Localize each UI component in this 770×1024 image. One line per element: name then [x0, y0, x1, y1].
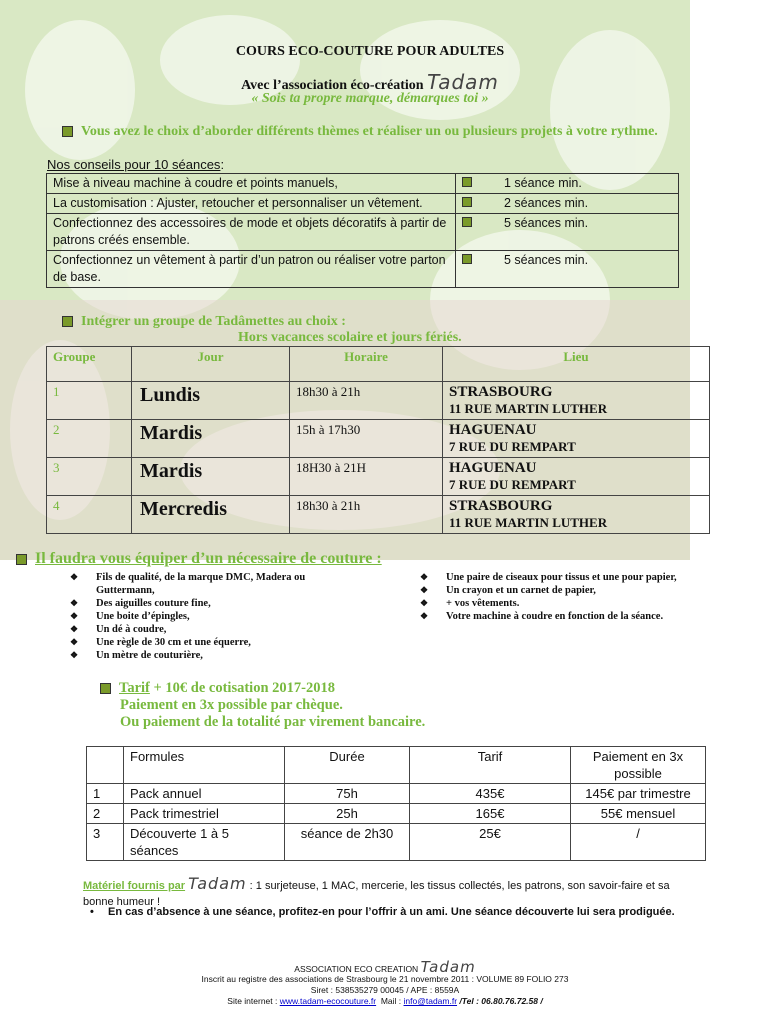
column-header: Groupe [47, 347, 132, 382]
equipment-title [16, 550, 382, 568]
groups-title [62, 314, 346, 330]
material-label: Matériel fournis par [83, 880, 186, 892]
sessions-table [46, 173, 679, 288]
tarif-line3: Ou paiement de la totalité par virement bancaire. [120, 714, 426, 730]
groups-table [46, 346, 710, 534]
equipment-title-text: Il faudra vous équiper d’un nécessaire de couture : [35, 550, 382, 567]
equipment-list-left [66, 571, 366, 662]
list-item: ❖ Un mètre de couturière, [66, 649, 366, 662]
table-row [47, 174, 679, 194]
tadam-logo: Tadam [427, 70, 499, 94]
group-number: 4 [47, 496, 132, 534]
advice-suffix: : [220, 157, 225, 172]
square-bullet-icon [100, 683, 111, 694]
list-item: ❖ Fils de qualité, de la marque DMC, Madera ou Guttermann, [66, 571, 366, 597]
footer-name: ASSOCIATION ECO CREATION [294, 964, 419, 974]
absence-text: En cas d’absence à une séance, profitez-en pour l’offrir à un ami. Une séance découverte lui sera prodiguée. [108, 906, 675, 918]
list-item: ❖ Un dé à coudre, [66, 623, 366, 636]
session-count [456, 251, 679, 288]
pricing-cell: 165€ [410, 804, 571, 824]
equipment-list-right [416, 571, 700, 623]
pricing-cell: 75h [285, 784, 410, 804]
pricing-cell: 25h [285, 804, 410, 824]
square-bullet-icon [16, 554, 27, 565]
group-place [443, 420, 710, 458]
intro-text: Vous avez le choix d’aborder différents thèmes et réaliser un ou plusieurs projets à votre rythme. [81, 124, 658, 139]
group-time: 18h30 à 21h [290, 496, 443, 534]
tarif-section [100, 680, 425, 731]
phone-text: /Tel : 06.80.76.72.58 / [457, 996, 543, 1006]
pricing-cell: / [571, 824, 706, 861]
group-address: 7 RUE DU REMPART [449, 477, 576, 492]
column-header: Horaire [290, 347, 443, 382]
column-header: Tarif [410, 747, 571, 784]
column-header [87, 747, 124, 784]
table-row [47, 251, 679, 288]
pricing-cell: 3 [87, 824, 124, 861]
column-header: Paiement en 3x possible [571, 747, 706, 784]
group-number: 2 [47, 420, 132, 458]
advice-heading [47, 157, 224, 172]
table-row [47, 420, 710, 458]
group-place [443, 458, 710, 496]
site-label: Site internet : [227, 996, 280, 1006]
list-item: ❖ Une boite d’épingles, [66, 610, 366, 623]
table-header-row [47, 347, 710, 382]
pricing-cell: 55€ mensuel [571, 804, 706, 824]
list-item: ❖ + vos vêtements. [416, 597, 700, 610]
material-text: : 1 surjeteuse, 1 MAC, mercerie, les tissus collectés, les patrons, son savoir-faire et sa bonne humeur ! [83, 880, 670, 908]
table-row [47, 458, 710, 496]
tadam-logo: Tadam [420, 958, 476, 976]
pricing-cell: 435€ [410, 784, 571, 804]
mail-label: Mail : [376, 996, 404, 1006]
session-desc: Confectionnez un vêtement à partir d’un patron ou réaliser votre parton de base. [47, 251, 456, 288]
group-city: STRASBOURG [449, 384, 553, 400]
intro-paragraph [62, 123, 702, 140]
tadam-logo: Tadam [188, 874, 247, 893]
pricing-cell: Pack trimestriel [124, 804, 285, 824]
pricing-cell: 25€ [410, 824, 571, 861]
pricing-table [86, 746, 706, 861]
square-bullet-icon [62, 126, 73, 137]
group-day: Mercredis [132, 496, 290, 534]
square-bullet-icon [462, 217, 472, 227]
advice-label: Nos conseils pour 10 séances [47, 157, 221, 172]
square-bullet-icon [462, 197, 472, 207]
slogan: « Sois ta propre marque, démarques toi » [251, 91, 489, 106]
group-address: 11 RUE MARTIN LUTHER [449, 515, 608, 530]
footer-registry: Inscrit au registre des associations de Strasbourg le 21 novembre 2011 : VOLUME 89 FOLIO 273 [201, 974, 569, 984]
table-row [47, 496, 710, 534]
table-row [47, 214, 679, 251]
groups-subtitle: Hors vacances scolaire et jours fériés. [238, 330, 462, 345]
page-title: COURS ECO-COUTURE POUR ADULTES [235, 44, 505, 59]
list-item: ❖ Un crayon et un carnet de papier, [416, 584, 700, 597]
pricing-cell: 2 [87, 804, 124, 824]
list-item: ❖ Des aiguilles couture fine, [66, 597, 366, 610]
group-time: 15h à 17h30 [290, 420, 443, 458]
group-place [443, 382, 710, 420]
session-count [456, 194, 679, 214]
table-header-row [87, 747, 706, 784]
tarif-label: Tarif [119, 680, 150, 696]
group-day: Lundis [132, 382, 290, 420]
table-row [87, 804, 706, 824]
tarif-line1 [100, 680, 425, 697]
column-header: Lieu [443, 347, 710, 382]
session-desc: Mise à niveau machine à coudre et points manuels, [47, 174, 456, 194]
table-row [47, 382, 710, 420]
column-header: Jour [132, 347, 290, 382]
square-bullet-icon [62, 316, 73, 327]
absence-note [90, 905, 708, 919]
session-count-text: 1 séance min. [504, 176, 582, 190]
list-item: ❖ Une paire de ciseaux pour tissus et une pour papier, [416, 571, 700, 584]
association-text: Avec l’association éco-création [241, 78, 424, 93]
session-count-text: 5 séances min. [504, 253, 589, 267]
group-city: HAGUENAU [449, 422, 537, 438]
pricing-cell: 1 [87, 784, 124, 804]
tarif-line2: Paiement en 3x possible par chèque. [120, 697, 343, 713]
group-time: 18H30 à 21H [290, 458, 443, 496]
group-day: Mardis [132, 420, 290, 458]
tarif-line1-text: + 10€ de cotisation 2017-2018 [149, 680, 335, 696]
group-address: 11 RUE MARTIN LUTHER [449, 401, 608, 416]
email-link[interactable]: info@tadam.fr [403, 996, 458, 1006]
group-address: 7 RUE DU REMPART [449, 439, 576, 454]
group-place [443, 496, 710, 534]
table-row [87, 784, 706, 804]
group-number: 3 [47, 458, 132, 496]
square-bullet-icon [462, 177, 472, 187]
groups-title-text: Intégrer un groupe de Tadâmettes au choix : [81, 314, 346, 329]
table-row [47, 194, 679, 214]
pricing-cell: 145€ par trimestre [571, 784, 706, 804]
table-row [87, 824, 706, 861]
list-item: ❖ Une règle de 30 cm et une équerre, [66, 636, 366, 649]
session-desc: Confectionnez des accessoires de mode et objets décoratifs à partir de patrons créés ensemble. [47, 214, 456, 251]
group-day: Mardis [132, 458, 290, 496]
bullet-dot-icon: • [90, 906, 94, 918]
session-count [456, 174, 679, 194]
session-count-text: 5 séances min. [504, 216, 589, 230]
column-header: Formules [124, 747, 285, 784]
session-desc: La customisation : Ajuster, retoucher et personnaliser un vêtement. [47, 194, 456, 214]
list-item: ❖ Votre machine à coudre en fonction de la séance. [416, 610, 700, 623]
pricing-cell: Découverte 1 à 5 séances [124, 824, 285, 861]
session-count-text: 2 séances min. [504, 196, 589, 210]
footer-contact [0, 996, 770, 1006]
group-time: 18h30 à 21h [290, 382, 443, 420]
group-number: 1 [47, 382, 132, 420]
square-bullet-icon [462, 254, 472, 264]
footer-siret: Siret : 538535279 00045 / APE : 8559A [310, 985, 460, 995]
column-header: Durée [285, 747, 410, 784]
group-city: HAGUENAU [449, 460, 537, 476]
pricing-cell: séance de 2h30 [285, 824, 410, 861]
website-link[interactable]: www.tadam-ecocouture.fr [279, 996, 377, 1006]
pricing-cell: Pack annuel [124, 784, 285, 804]
group-city: STRASBOURG [449, 498, 553, 514]
session-count [456, 214, 679, 251]
